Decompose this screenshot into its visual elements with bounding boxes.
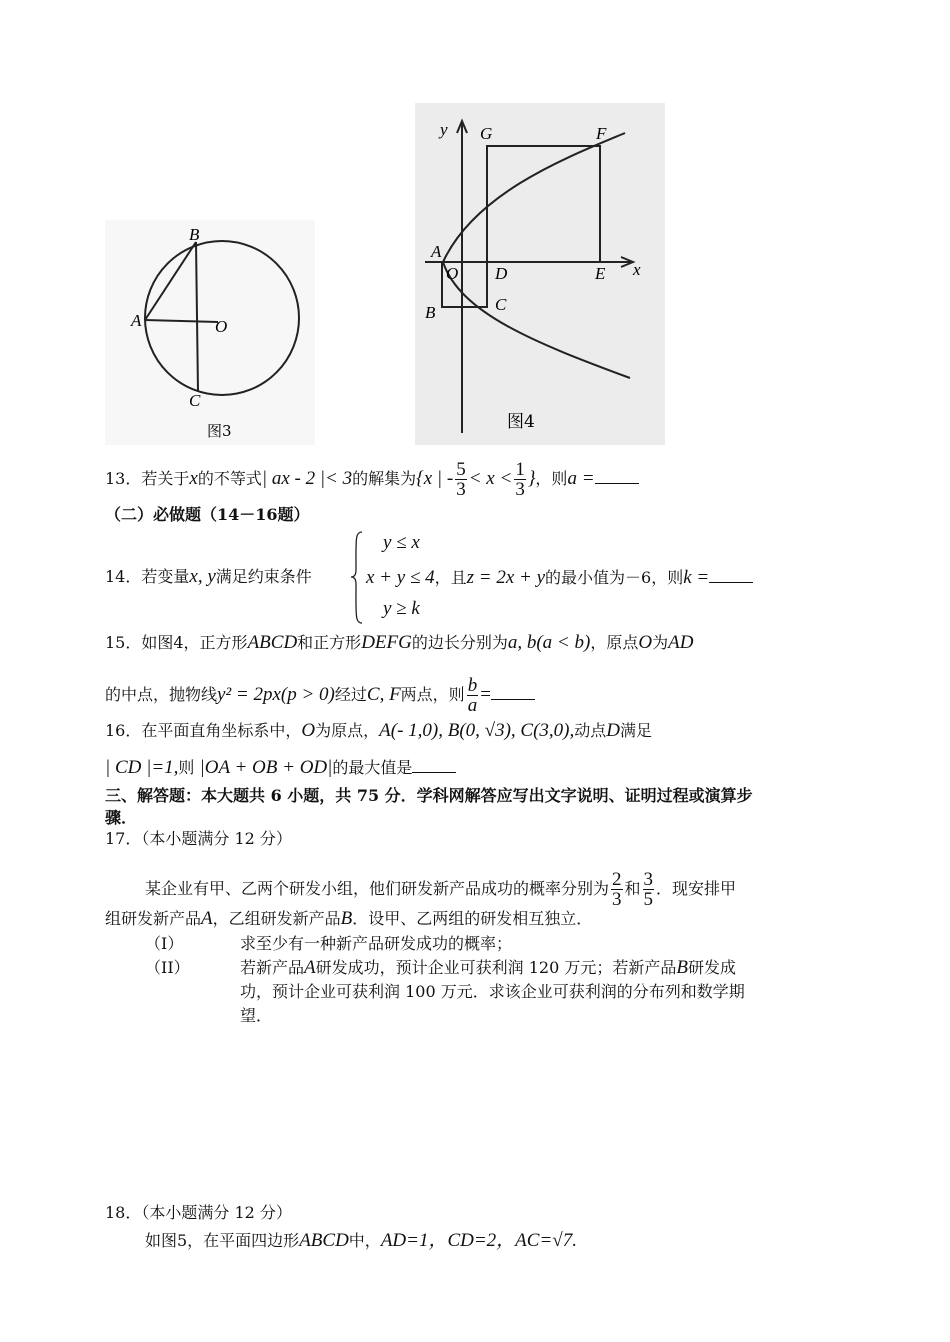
section-3-heading-cont: 骤．	[105, 808, 138, 827]
numerator: 1	[515, 459, 525, 480]
text: 研发成	[687, 958, 736, 977]
question-number: 15．	[105, 633, 142, 652]
point-g-label: G	[480, 124, 493, 143]
text: 两点，则	[400, 685, 465, 704]
denominator: 3	[612, 889, 622, 910]
math: |OA + OB + OD|	[199, 757, 333, 778]
text: 和	[624, 879, 641, 898]
text: 如图4，正方形	[141, 633, 248, 652]
answer-blank	[595, 467, 639, 484]
answer-blank	[709, 566, 753, 583]
math: x, y	[189, 566, 216, 587]
math: AD	[668, 632, 694, 653]
math: < x <	[468, 468, 513, 489]
score-note: （本小题满分 12 分）	[141, 1203, 292, 1222]
fraction	[643, 870, 655, 909]
part-i-text: 求至少有一种新产品研发成功的概率；	[240, 934, 513, 953]
question-15	[105, 632, 693, 654]
text: 若新产品	[240, 958, 305, 977]
text: ，原点	[590, 633, 639, 652]
math: DEFG	[361, 632, 412, 653]
answer-blank	[491, 683, 535, 700]
question-number: 14．	[105, 567, 142, 586]
point-f-label: F	[596, 124, 607, 143]
text: 经过	[334, 685, 367, 704]
point-c-label: C	[189, 391, 201, 410]
question-number: 13．	[105, 469, 142, 488]
question-14	[105, 566, 312, 588]
math: a =	[567, 468, 595, 489]
text: 满足	[620, 721, 653, 740]
point-c-label: C	[495, 295, 507, 314]
text: 的最大值是	[332, 758, 413, 777]
figure-3-caption: 图3	[207, 422, 232, 440]
text: 若变量	[141, 567, 190, 586]
point-d-label: D	[495, 264, 508, 283]
math: a, b(a < b)	[507, 632, 591, 653]
math: k =	[683, 567, 710, 588]
text: 的最小值为－6，则	[545, 568, 684, 587]
math: {x | -	[416, 468, 454, 489]
text: 动点	[574, 721, 607, 740]
numerator: b	[467, 675, 478, 696]
denominator: 3	[456, 479, 466, 500]
math: A(- 1,0), B(0, √3), C(3,0),	[379, 720, 575, 741]
math: }	[527, 468, 536, 489]
math: O	[638, 632, 653, 653]
question-14-continued	[366, 566, 753, 589]
text: 研发成功，预计企业可获利润 120 万元；若新产品	[315, 958, 677, 977]
fraction	[611, 870, 623, 909]
question-18-text	[145, 1230, 577, 1252]
section-2-heading: （二）必做题（14－16题）	[105, 505, 310, 524]
math: y² = 2px(p > 0)	[217, 684, 335, 705]
fraction	[455, 460, 467, 499]
answer-blank	[412, 756, 456, 773]
text: 则	[178, 758, 195, 777]
y-axis-label: y	[440, 120, 448, 139]
text: 组研发新产品	[105, 909, 202, 928]
denominator: 3	[515, 479, 525, 500]
text: ．设甲、乙两组的研发相互独立．	[352, 909, 593, 928]
numerator: 5	[456, 459, 466, 480]
math: B	[676, 957, 688, 978]
part-i-label: （I）	[145, 934, 184, 953]
text: 中，	[348, 1231, 381, 1250]
question-17-para-2	[105, 908, 592, 930]
numerator: 2	[612, 869, 622, 890]
brace-icon	[350, 530, 364, 625]
point-o-label: O	[446, 264, 459, 283]
part-ii-line-3: 望．	[240, 1006, 273, 1025]
part-ii-label: （II）	[145, 958, 190, 977]
question-17-header	[105, 828, 292, 850]
math: A	[304, 957, 316, 978]
x-axis-label: x	[633, 260, 641, 279]
text: ，则	[535, 469, 568, 488]
text: 的边长分别为	[411, 633, 508, 652]
constraint-1: y ≤ x	[383, 532, 420, 553]
question-number: 18．	[105, 1203, 142, 1222]
text: ．现安排甲	[656, 879, 737, 898]
score-note: （本小题满分 12 分）	[141, 829, 292, 848]
text: 如图5，在平面四边形	[145, 1231, 300, 1250]
constraint-2: x + y ≤ 4	[366, 567, 435, 588]
math: =	[480, 684, 491, 705]
question-18-header	[105, 1202, 292, 1224]
math: ABCD	[247, 632, 298, 653]
denominator: 5	[643, 889, 654, 910]
math: A	[201, 908, 213, 929]
question-15-line-2	[105, 676, 535, 715]
point-a-label: A	[431, 242, 442, 261]
text: 为原点，	[315, 721, 380, 740]
question-13	[105, 460, 639, 499]
text: 某企业有甲、乙两个研发小组，他们研发新产品成功的概率分别为	[145, 879, 610, 898]
math: | ax - 2 |< 3	[261, 468, 353, 489]
part-ii-line-2: 功，预计企业可获利润 100 万元．求该企业可获利润的分布列和数学期	[240, 982, 745, 1001]
section-3-heading: 三、解答题：本大题共 6 小题，共 75 分．学科网解答应写出文字说明、证明过程或演算步	[105, 786, 753, 805]
math: z = 2x + y	[466, 567, 546, 588]
text: 满足约束条件	[215, 567, 312, 586]
denominator: a	[467, 695, 478, 716]
figure-4-parabola-diagram	[415, 103, 665, 445]
text: ，乙组研发新产品	[212, 909, 341, 928]
numerator: 3	[643, 869, 654, 890]
fraction	[467, 676, 479, 715]
question-number: 16．	[105, 721, 142, 740]
text: 的中点，抛物线	[105, 685, 218, 704]
math: O	[301, 720, 316, 741]
text: 的不等式	[197, 469, 262, 488]
point-b-label: B	[425, 303, 436, 322]
figure-4-caption: 图4	[507, 412, 535, 432]
constraint-3: y ≥ k	[383, 598, 420, 619]
text: 在平面直角坐标系中，	[141, 721, 302, 740]
math: ABCD	[299, 1230, 349, 1251]
text: 和正方形	[297, 633, 362, 652]
question-number: 17．	[105, 829, 142, 848]
question-17-para-1	[145, 870, 736, 909]
math: B	[340, 908, 353, 929]
math: x	[189, 468, 198, 489]
text: ，且	[434, 568, 467, 587]
point-e-label: E	[595, 264, 606, 283]
part-ii-line-1	[240, 957, 736, 979]
question-16-line-2	[105, 756, 456, 779]
text: 为	[652, 633, 669, 652]
text: 的解集为	[352, 469, 417, 488]
text: 若关于	[141, 469, 190, 488]
math: AD=1，CD=2，AC=√7.	[380, 1230, 577, 1251]
question-16	[105, 720, 652, 742]
math: | CD |=1,	[105, 757, 179, 778]
figure-3-circle-diagram	[105, 220, 315, 445]
point-b-label: B	[189, 225, 200, 244]
fraction	[514, 460, 526, 499]
math: D	[606, 720, 620, 741]
point-o-label: O	[215, 317, 228, 336]
point-a-label: A	[131, 311, 142, 330]
math: C, F	[366, 684, 401, 705]
